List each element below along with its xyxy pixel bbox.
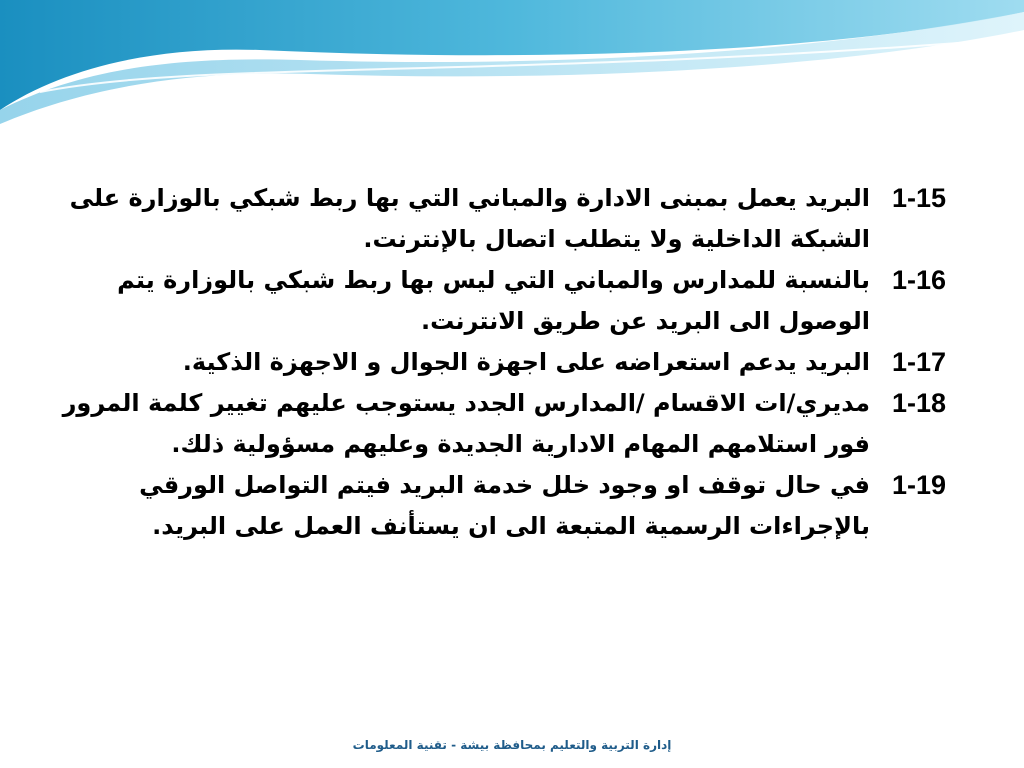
slide-body	[40, 178, 946, 547]
item-number: 1-19	[891, 470, 946, 500]
header-wave-decoration	[0, 0, 1024, 130]
item-text: البريد يعمل بمبنى الادارة والمباني التي بها ربط شبكي بالوزارة على الشبكة الداخلية ولا يتطلب اتصال بالإنترنت.	[69, 184, 870, 253]
list-item	[40, 342, 946, 383]
item-number: 1-15	[891, 183, 946, 213]
list-item	[40, 465, 946, 547]
item-number: 1-17	[891, 347, 946, 377]
list-item	[40, 383, 946, 465]
list-item	[40, 178, 946, 260]
item-number: 1-18	[891, 388, 946, 418]
item-text: مديري/ات الاقسام /المدارس الجدد يستوجب عليهم تغيير كلمة المرور فور استلامهم المهام الادارية الجديدة وعليهم مسؤولية ذلك.	[62, 389, 870, 458]
item-text: بالنسبة للمدارس والمباني التي ليس بها ربط شبكي بالوزارة يتم الوصول الى البريد عن طريق الانترنت.	[117, 266, 870, 335]
slide-footer: إدارة التربية والتعليم بمحافظة بيشة - تقنية المعلومات	[352, 738, 672, 752]
item-text: في حال توقف او وجود خلل خدمة البريد فيتم التواصل الورقي بالإجراءات الرسمية المتبعة الى ان يستأنف العمل على البريد.	[139, 471, 870, 540]
item-text: البريد يدعم استعراضه على اجهزة الجوال و الاجهزة الذكية.	[182, 348, 870, 376]
list-item	[40, 260, 946, 342]
item-number: 1-16	[891, 265, 946, 295]
